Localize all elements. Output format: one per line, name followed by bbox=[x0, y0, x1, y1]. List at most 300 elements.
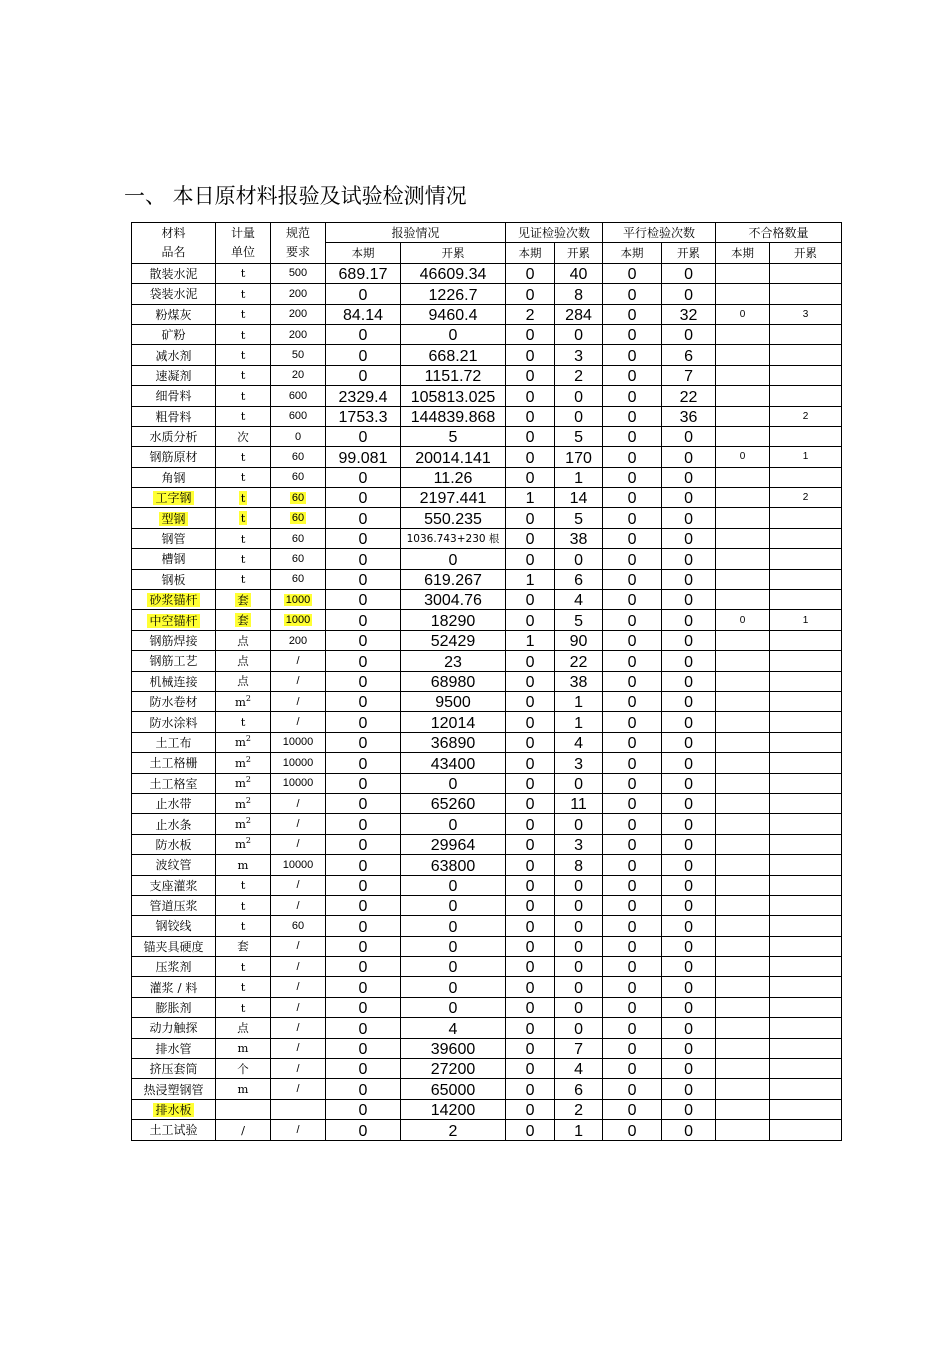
report-current-cell-text: 0 bbox=[358, 857, 368, 875]
unit-cell-text: 次 bbox=[237, 429, 249, 444]
table-row bbox=[132, 814, 842, 834]
unqualified-current-cell bbox=[716, 345, 770, 365]
unqualified-cumulative-cell-text: 3 bbox=[802, 308, 809, 320]
report-cumulative-cell bbox=[401, 508, 506, 528]
report-current-cell-text: 0 bbox=[358, 1000, 368, 1018]
unqualified-cumulative-cell bbox=[770, 386, 842, 406]
report-current-cell bbox=[326, 549, 401, 569]
report-current-cell-text: 0 bbox=[358, 612, 368, 630]
col-material bbox=[132, 223, 216, 264]
report-current-cell bbox=[326, 895, 401, 915]
witness-cumulative-cell-text: 0 bbox=[574, 327, 583, 345]
report-cumulative-cell bbox=[401, 1038, 506, 1058]
unit-cell-text: t bbox=[240, 551, 246, 566]
parallel-cumulative-cell bbox=[662, 284, 716, 304]
parallel-current-cell bbox=[603, 488, 662, 508]
parallel-cumulative-cell bbox=[662, 1099, 716, 1119]
material-name-cell bbox=[132, 753, 216, 773]
unit-cell-text: t bbox=[240, 572, 246, 587]
witness-current-cell-text: 0 bbox=[525, 388, 535, 406]
unit-cell-text: t bbox=[240, 368, 246, 383]
parallel-current-cell-text: 0 bbox=[627, 714, 637, 732]
parallel-current-cell-text: 0 bbox=[627, 510, 637, 528]
parallel-cumulative-cell-text: 0 bbox=[684, 796, 693, 814]
parallel-current-cell-text: 0 bbox=[627, 470, 637, 488]
report-cumulative-cell bbox=[401, 997, 506, 1017]
parallel-current-cell bbox=[603, 630, 662, 650]
report-cumulative-cell bbox=[401, 528, 506, 548]
report-cumulative-cell-text: 0 bbox=[448, 775, 458, 793]
material-name-cell-text: 锚夹具硬度 bbox=[143, 939, 204, 954]
witness-current-cell bbox=[506, 916, 555, 936]
report-current-cell-text: 0 bbox=[358, 327, 368, 345]
report-current-cell bbox=[326, 630, 401, 650]
witness-cumulative-cell-text: 0 bbox=[574, 775, 583, 793]
report-current-cell-text: 0 bbox=[358, 714, 368, 732]
witness-cumulative-cell bbox=[555, 855, 603, 875]
spec-cell-text: / bbox=[296, 1123, 300, 1136]
report-cumulative-cell-text: 1036.743+230 根 bbox=[406, 533, 500, 546]
unit-cell bbox=[216, 773, 271, 793]
unit-superscript: 2 bbox=[245, 734, 251, 744]
report-current-cell-text: 84.14 bbox=[342, 306, 384, 324]
witness-cumulative-cell bbox=[555, 590, 603, 610]
parallel-current-cell-text: 0 bbox=[627, 1020, 637, 1038]
spec-cell bbox=[271, 997, 326, 1017]
unit-cell-text: t bbox=[240, 490, 246, 505]
unqualified-cumulative-cell bbox=[770, 345, 842, 365]
parallel-cumulative-cell-text: 0 bbox=[684, 1102, 693, 1120]
unqualified-cumulative-cell bbox=[770, 997, 842, 1017]
spec-cell-text: 200 bbox=[288, 287, 308, 300]
material-name-cell-text: 土工格室 bbox=[149, 776, 198, 791]
witness-current-cell bbox=[506, 651, 555, 671]
table-row bbox=[132, 304, 842, 324]
unit-cell-text: m bbox=[235, 817, 246, 832]
table-row bbox=[132, 610, 842, 630]
witness-current-cell-text: 0 bbox=[525, 612, 535, 630]
report-cumulative-cell-text: 9500 bbox=[435, 694, 471, 712]
material-name-cell bbox=[132, 324, 216, 344]
parallel-cumulative-cell bbox=[662, 488, 716, 508]
report-current-cell bbox=[326, 1120, 401, 1140]
witness-cumulative-cell bbox=[555, 426, 603, 446]
parallel-current-cell bbox=[603, 610, 662, 630]
parallel-current-cell-text: 0 bbox=[627, 612, 637, 630]
parallel-cumulative-cell bbox=[662, 936, 716, 956]
report-current-cell-text: 0 bbox=[358, 694, 368, 712]
spec-cell-text: 20 bbox=[291, 369, 305, 382]
material-name-cell-text: 矿粉 bbox=[161, 328, 186, 343]
unit-cell bbox=[216, 324, 271, 344]
spec-cell-text: 200 bbox=[288, 328, 308, 341]
witness-cumulative-cell bbox=[555, 651, 603, 671]
witness-cumulative-cell bbox=[555, 488, 603, 508]
unit-cell bbox=[216, 957, 271, 977]
parallel-current-cell-text: 0 bbox=[627, 286, 637, 304]
witness-cumulative-cell bbox=[555, 671, 603, 691]
parallel-current-cell bbox=[603, 875, 662, 895]
material-name-cell bbox=[132, 834, 216, 854]
table-row bbox=[132, 936, 842, 956]
unqualified-current-cell bbox=[716, 284, 770, 304]
spec-cell-text: / bbox=[296, 1001, 300, 1014]
report-current-cell-text: 0 bbox=[358, 470, 368, 488]
witness-cumulative-cell bbox=[555, 263, 603, 283]
unqualified-cumulative-cell bbox=[770, 814, 842, 834]
witness-cumulative-cell bbox=[555, 1099, 603, 1119]
col-report: 报验情况 bbox=[326, 223, 506, 243]
parallel-current-cell bbox=[603, 691, 662, 711]
unit-cell-text: 点 bbox=[237, 633, 249, 648]
report-current-cell bbox=[326, 590, 401, 610]
unqualified-current-cell bbox=[716, 753, 770, 773]
material-name-cell bbox=[132, 875, 216, 895]
unqualified-cumulative-cell bbox=[770, 528, 842, 548]
witness-current-cell-text: 2 bbox=[525, 306, 535, 324]
witness-current-cell-text: 0 bbox=[525, 714, 535, 732]
spec-cell bbox=[271, 304, 326, 324]
parallel-cumulative-cell-text: 0 bbox=[684, 1122, 693, 1140]
col-spec-line2: 要求 bbox=[285, 244, 310, 259]
table-row bbox=[132, 406, 842, 426]
witness-cumulative-cell bbox=[555, 508, 603, 528]
report-current-cell bbox=[326, 651, 401, 671]
report-current-cell bbox=[326, 1099, 401, 1119]
witness-cumulative-cell bbox=[555, 569, 603, 589]
spec-cell-text: 200 bbox=[288, 634, 308, 647]
report-cumulative-cell-text: 0 bbox=[448, 1000, 458, 1018]
report-current-cell-text: 1753.3 bbox=[338, 408, 388, 426]
material-name-cell-text: 动力触探 bbox=[149, 1021, 198, 1036]
material-name-cell bbox=[132, 936, 216, 956]
unqualified-current-cell bbox=[716, 406, 770, 426]
parallel-cumulative-cell bbox=[662, 793, 716, 813]
witness-current-cell-text: 0 bbox=[525, 449, 535, 467]
witness-current-cell-text: 0 bbox=[525, 592, 535, 610]
witness-cumulative-cell bbox=[555, 691, 603, 711]
report-current-cell-text: 0 bbox=[358, 775, 368, 793]
spec-cell-text: / bbox=[296, 1021, 300, 1034]
unqualified-cumulative-cell bbox=[770, 324, 842, 344]
witness-current-cell bbox=[506, 753, 555, 773]
unqualified-current-cell bbox=[716, 365, 770, 385]
material-name-cell bbox=[132, 426, 216, 446]
witness-cumulative-cell bbox=[555, 793, 603, 813]
table-row bbox=[132, 753, 842, 773]
parallel-current-cell bbox=[603, 712, 662, 732]
unqualified-cumulative-cell bbox=[770, 304, 842, 324]
spec-cell-text: / bbox=[296, 940, 300, 953]
report-current-cell-text: 0 bbox=[358, 837, 368, 855]
report-cumulative-cell-text: 29964 bbox=[430, 837, 476, 855]
spec-cell bbox=[271, 712, 326, 732]
report-cumulative-cell-text: 65260 bbox=[430, 796, 476, 814]
unqualified-current-cell bbox=[716, 1059, 770, 1079]
unqualified-current-cell bbox=[716, 1120, 770, 1140]
report-cumulative-cell bbox=[401, 345, 506, 365]
material-name-cell-text: 粉煤灰 bbox=[155, 307, 192, 322]
spec-cell-text: / bbox=[296, 981, 300, 994]
report-cumulative-cell-text: 105813.025 bbox=[410, 388, 496, 406]
unqualified-cumulative-cell bbox=[770, 263, 842, 283]
unit-cell bbox=[216, 753, 271, 773]
report-cumulative-cell bbox=[401, 977, 506, 997]
material-name-cell bbox=[132, 793, 216, 813]
report-current-cell bbox=[326, 875, 401, 895]
report-cumulative-cell bbox=[401, 691, 506, 711]
spec-cell bbox=[271, 651, 326, 671]
witness-current-cell-text: 0 bbox=[525, 1081, 535, 1099]
parallel-current-cell bbox=[603, 773, 662, 793]
witness-current-cell-text: 1 bbox=[525, 633, 535, 651]
parallel-current-cell-text: 0 bbox=[627, 816, 637, 834]
material-name-cell bbox=[132, 365, 216, 385]
table-row bbox=[132, 855, 842, 875]
report-cumulative-cell bbox=[401, 875, 506, 895]
material-name-cell bbox=[132, 345, 216, 365]
report-current-cell-text: 0 bbox=[358, 755, 368, 773]
parallel-cumulative-cell-text: 36 bbox=[679, 408, 698, 426]
spec-cell bbox=[271, 467, 326, 487]
parallel-current-cell bbox=[603, 284, 662, 304]
unit-cell-text: t bbox=[240, 918, 246, 933]
witness-current-cell-text: 0 bbox=[525, 755, 535, 773]
report-current-cell-text: 0 bbox=[358, 796, 368, 814]
unit-cell-text: t bbox=[240, 715, 246, 730]
spec-cell bbox=[271, 834, 326, 854]
report-cumulative-cell bbox=[401, 324, 506, 344]
spec-cell-text: 600 bbox=[288, 410, 308, 423]
parallel-current-cell-text: 0 bbox=[627, 755, 637, 773]
report-current-cell bbox=[326, 324, 401, 344]
material-name-cell bbox=[132, 528, 216, 548]
witness-current-cell bbox=[506, 304, 555, 324]
report-cumulative-cell-text: 5 bbox=[448, 429, 458, 447]
witness-current-cell-text: 0 bbox=[525, 673, 535, 691]
parallel-current-cell bbox=[603, 345, 662, 365]
unqualified-current-cell bbox=[716, 997, 770, 1017]
material-name-cell-text: 波纹管 bbox=[155, 858, 192, 873]
table-row bbox=[132, 1059, 842, 1079]
unqualified-current-cell bbox=[716, 936, 770, 956]
page-title: 一、 本日原材料报验及试验检测情况 bbox=[124, 184, 467, 208]
parallel-current-cell-text: 0 bbox=[627, 1081, 637, 1099]
material-name-cell bbox=[132, 773, 216, 793]
spec-cell bbox=[271, 875, 326, 895]
witness-current-cell bbox=[506, 1059, 555, 1079]
spec-cell-text: / bbox=[296, 797, 300, 810]
col-spec bbox=[271, 223, 326, 264]
report-current-cell-text: 0 bbox=[358, 490, 368, 508]
spec-cell-text: / bbox=[296, 695, 300, 708]
spec-cell bbox=[271, 916, 326, 936]
unqualified-current-cell bbox=[716, 569, 770, 589]
parallel-current-cell bbox=[603, 1018, 662, 1038]
witness-cumulative-cell bbox=[555, 467, 603, 487]
parallel-current-cell bbox=[603, 1120, 662, 1140]
material-name-cell-text: 钢筋工艺 bbox=[149, 654, 198, 669]
unit-cell bbox=[216, 284, 271, 304]
parallel-cumulative-cell bbox=[662, 467, 716, 487]
parallel-current-cell-text: 0 bbox=[627, 837, 637, 855]
report-current-cell-text: 0 bbox=[358, 1061, 368, 1079]
unqualified-current-cell bbox=[716, 1099, 770, 1119]
parallel-current-cell-text: 0 bbox=[627, 796, 637, 814]
unqualified-current-cell bbox=[716, 386, 770, 406]
report-cumulative-cell bbox=[401, 610, 506, 630]
witness-current-cell-text: 0 bbox=[525, 1041, 535, 1059]
col-material-line1: 材料 bbox=[161, 225, 186, 240]
report-cumulative-cell bbox=[401, 834, 506, 854]
witness-current-cell-text: 0 bbox=[525, 979, 535, 997]
witness-current-cell bbox=[506, 590, 555, 610]
col-witness: 见证检验次数 bbox=[506, 223, 603, 243]
unqualified-cumulative-cell bbox=[770, 447, 842, 467]
material-name-cell-text: 中空锚杆 bbox=[149, 613, 198, 628]
material-name-cell-text: 排水管 bbox=[155, 1041, 192, 1056]
material-name-cell bbox=[132, 916, 216, 936]
parallel-current-cell-text: 0 bbox=[627, 306, 637, 324]
report-current-cell bbox=[326, 712, 401, 732]
report-current-cell bbox=[326, 365, 401, 385]
witness-current-cell bbox=[506, 977, 555, 997]
unit-cell-text: 点 bbox=[237, 1020, 249, 1035]
parallel-cumulative-header: 开累 bbox=[662, 243, 716, 263]
unqualified-cumulative-cell bbox=[770, 569, 842, 589]
material-name-cell-text: 减水剂 bbox=[155, 348, 192, 363]
unit-cell-text: m bbox=[235, 837, 246, 852]
report-cumulative-cell bbox=[401, 814, 506, 834]
unqualified-cumulative-cell bbox=[770, 936, 842, 956]
witness-current-cell bbox=[506, 1120, 555, 1140]
parallel-cumulative-cell bbox=[662, 957, 716, 977]
witness-cumulative-cell bbox=[555, 712, 603, 732]
parallel-cumulative-cell-text: 0 bbox=[684, 898, 693, 916]
report-cumulative-cell bbox=[401, 549, 506, 569]
parallel-current-cell-text: 0 bbox=[627, 1102, 637, 1120]
witness-current-cell-text: 0 bbox=[525, 653, 535, 671]
witness-cumulative-cell-text: 3 bbox=[574, 837, 583, 855]
spec-cell bbox=[271, 936, 326, 956]
unit-superscript: 2 bbox=[245, 795, 251, 805]
parallel-current-cell-text: 0 bbox=[627, 551, 637, 569]
report-cumulative-cell-text: 0 bbox=[448, 877, 458, 895]
parallel-current-cell bbox=[603, 855, 662, 875]
table-row bbox=[132, 691, 842, 711]
witness-current-cell-text: 0 bbox=[525, 1020, 535, 1038]
unqualified-current-cell bbox=[716, 528, 770, 548]
report-current-cell-text: 2329.4 bbox=[338, 388, 388, 406]
report-current-cell-text: 0 bbox=[358, 1122, 368, 1140]
material-name-cell-text: 钢铰线 bbox=[155, 919, 192, 934]
report-current-cell bbox=[326, 386, 401, 406]
parallel-cumulative-cell-text: 0 bbox=[684, 1041, 693, 1059]
witness-current-cell bbox=[506, 732, 555, 752]
spec-cell-text: 10000 bbox=[282, 858, 314, 871]
unqualified-cumulative-cell bbox=[770, 549, 842, 569]
material-name-cell-text: 钢筋焊接 bbox=[149, 634, 198, 648]
witness-current-cell bbox=[506, 773, 555, 793]
witness-current-cell bbox=[506, 345, 555, 365]
report-current-cell bbox=[326, 997, 401, 1017]
witness-current-cell-text: 0 bbox=[525, 837, 535, 855]
report-current-cell-text: 0 bbox=[358, 653, 368, 671]
spec-cell bbox=[271, 753, 326, 773]
unqualified-current-cell bbox=[716, 691, 770, 711]
witness-cumulative-cell-text: 1 bbox=[574, 1122, 583, 1140]
material-name-cell bbox=[132, 569, 216, 589]
parallel-current-cell bbox=[603, 1079, 662, 1099]
witness-current-cell-text: 0 bbox=[525, 877, 535, 895]
parallel-current-cell-text: 0 bbox=[627, 959, 637, 977]
table-row bbox=[132, 263, 842, 283]
parallel-cumulative-cell-text: 0 bbox=[684, 714, 693, 732]
parallel-cumulative-cell bbox=[662, 651, 716, 671]
report-current-cell-text: 0 bbox=[358, 1020, 368, 1038]
report-cumulative-cell bbox=[401, 957, 506, 977]
report-cumulative-cell-text: 0 bbox=[448, 551, 458, 569]
material-name-cell-text: 膨胀剂 bbox=[155, 1001, 192, 1016]
material-name-cell bbox=[132, 814, 216, 834]
unqualified-cumulative-cell bbox=[770, 610, 842, 630]
unqualified-cumulative-cell bbox=[770, 916, 842, 936]
material-name-cell bbox=[132, 488, 216, 508]
unit-cell-text: t bbox=[240, 449, 246, 464]
witness-current-cell-text: 0 bbox=[525, 857, 535, 875]
report-current-cell bbox=[326, 1059, 401, 1079]
witness-cumulative-cell-text: 4 bbox=[574, 1061, 583, 1079]
witness-current-cell bbox=[506, 1038, 555, 1058]
report-cumulative-cell bbox=[401, 773, 506, 793]
witness-current-cell bbox=[506, 549, 555, 569]
witness-cumulative-cell-text: 5 bbox=[574, 510, 583, 528]
unqualified-current-cell-text: 0 bbox=[739, 308, 746, 320]
report-cumulative-cell bbox=[401, 1099, 506, 1119]
report-current-cell bbox=[326, 957, 401, 977]
witness-current-cell-text: 1 bbox=[525, 572, 535, 590]
parallel-cumulative-cell-text: 32 bbox=[679, 306, 698, 324]
parallel-current-cell-text: 0 bbox=[627, 449, 637, 467]
spec-cell bbox=[271, 1059, 326, 1079]
witness-cumulative-cell-text: 5 bbox=[574, 429, 583, 447]
material-name-cell-text: 防水板 bbox=[155, 837, 192, 852]
material-name-cell-text: 热浸塑钢管 bbox=[143, 1082, 204, 1097]
unit-cell bbox=[216, 488, 271, 508]
unit-cell-text: t bbox=[240, 511, 246, 526]
unit-cell bbox=[216, 875, 271, 895]
witness-cumulative-cell bbox=[555, 1018, 603, 1038]
parallel-current-cell bbox=[603, 426, 662, 446]
parallel-cumulative-cell-text: 0 bbox=[684, 572, 693, 590]
parallel-cumulative-cell bbox=[662, 590, 716, 610]
spec-cell-text: 1000 bbox=[285, 614, 311, 627]
unit-cell bbox=[216, 386, 271, 406]
unqualified-current-cell bbox=[716, 610, 770, 630]
report-cumulative-cell-text: 0 bbox=[448, 898, 458, 916]
spec-cell bbox=[271, 957, 326, 977]
unqualified-cumulative-cell bbox=[770, 1059, 842, 1079]
unit-cell-text: 点 bbox=[237, 653, 249, 668]
unqualified-cumulative-cell bbox=[770, 467, 842, 487]
material-name-cell-text: 防水涂料 bbox=[149, 715, 198, 730]
spec-cell bbox=[271, 426, 326, 446]
parallel-cumulative-cell-text: 0 bbox=[684, 775, 693, 793]
report-cumulative-cell bbox=[401, 406, 506, 426]
col-unit-line1: 计量 bbox=[230, 225, 255, 240]
unqualified-cumulative-cell bbox=[770, 590, 842, 610]
parallel-cumulative-cell-text: 0 bbox=[684, 531, 693, 549]
